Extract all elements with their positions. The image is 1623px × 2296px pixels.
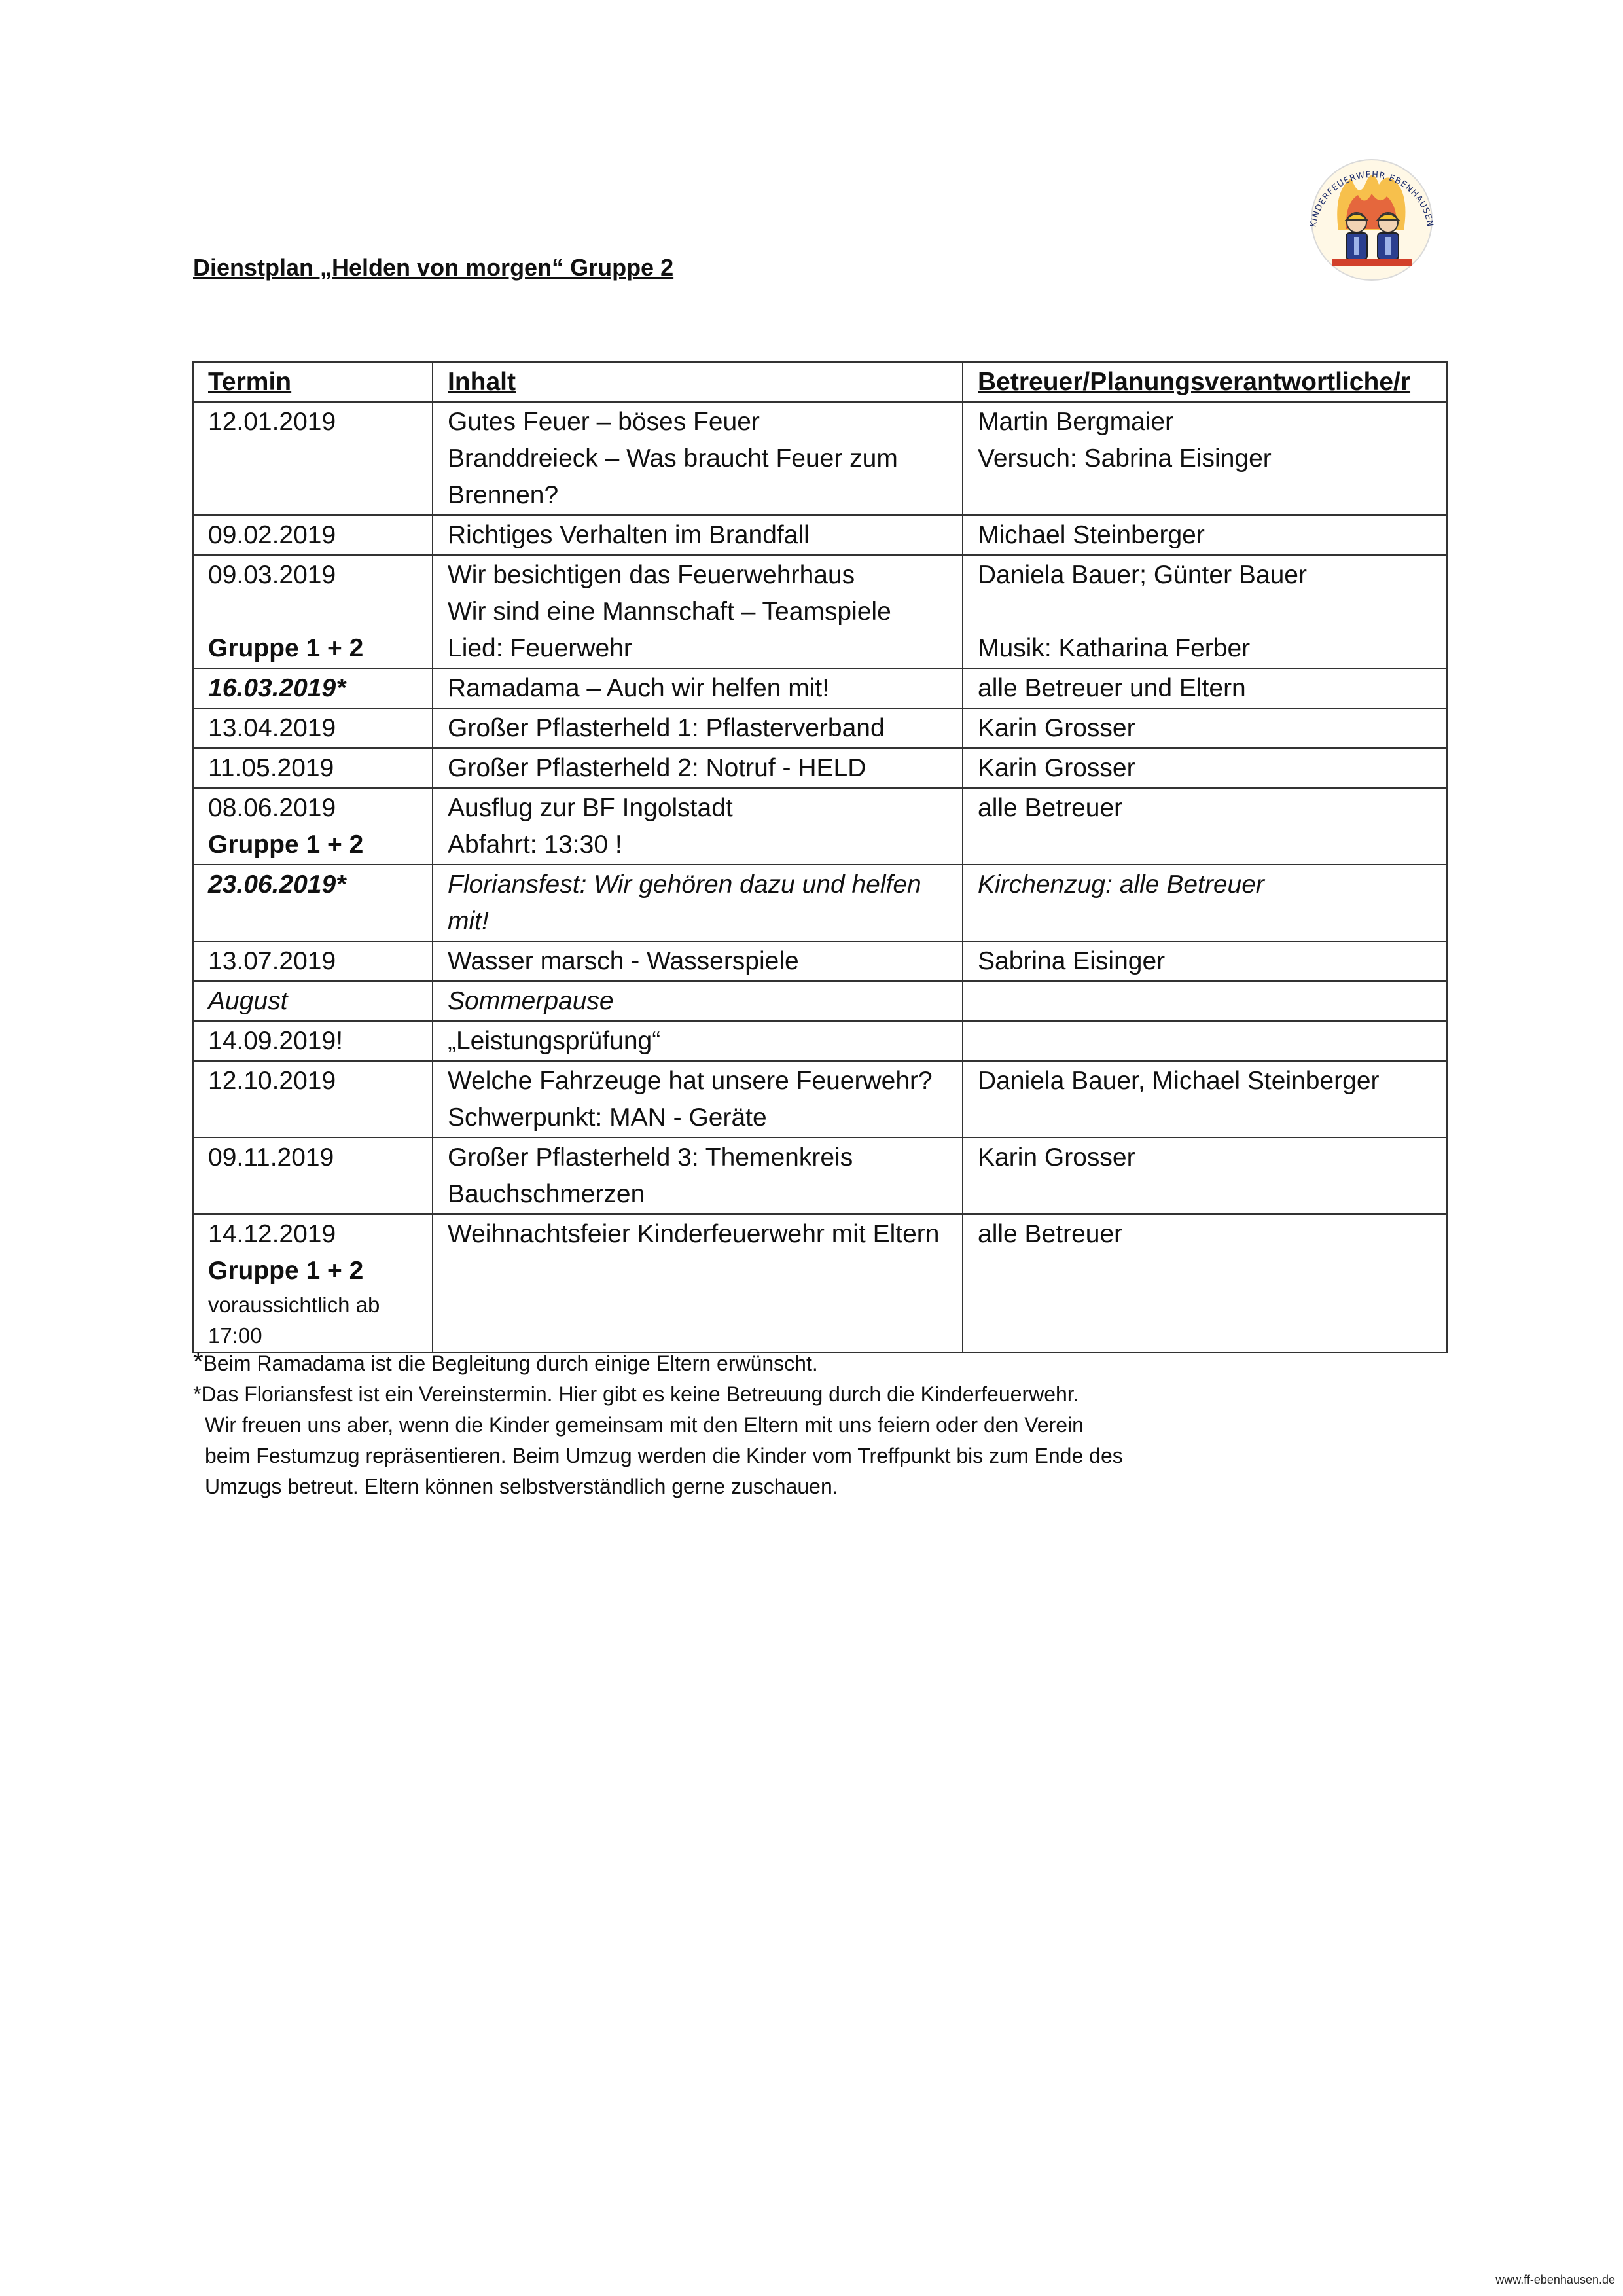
inhalt-line: Abfahrt: 13:30 ! (448, 831, 622, 859)
table-row (193, 1138, 1447, 1214)
betreuer-cell (963, 1021, 1447, 1061)
termin-cell (193, 668, 433, 708)
termin-cell (193, 515, 433, 555)
betreuer-line: Martin Bergmaier (978, 408, 1174, 436)
inhalt-line: Welche Fahrzeuge hat unsere Feuerwehr? Schwerpunkt: MAN - Geräte (448, 1067, 933, 1132)
termin-cell (193, 708, 433, 748)
footnote-floriansfest-line: *Das Floriansfest ist ein Vereinstermin. Hier gibt es keine Betreuung durch die Kinderfeuerwehr. (193, 1382, 1079, 1406)
table-row (193, 1021, 1447, 1061)
inhalt-line: Weihnachtsfeier Kinderfeuerwehr mit Eltern (448, 1220, 940, 1248)
inhalt-line: Ausflug zur BF Ingolstadt (448, 794, 733, 822)
inhalt-cell (433, 668, 963, 708)
betreuer-line: Michael Steinberger (978, 521, 1205, 549)
betreuer-line: alle Betreuer (978, 794, 1123, 822)
termin-cell (193, 402, 433, 515)
betreuer-line: Versuch: Sabrina Eisinger (978, 444, 1272, 473)
inhalt-line: Lied: Feuerwehr (448, 634, 632, 662)
footnote-floriansfest-line: Umzugs betreut. Eltern können selbstverständlich gerne zuschauen. (205, 1475, 838, 1498)
termin-date: 14.12.2019 (208, 1220, 336, 1248)
termin-group: Gruppe 1 + 2 (208, 1257, 364, 1285)
termin-cell (193, 788, 433, 865)
table-row (193, 708, 1447, 748)
table-row (193, 748, 1447, 788)
betreuer-cell (963, 708, 1447, 748)
termin-date: 13.07.2019 (208, 947, 336, 975)
termin-cell (193, 865, 433, 941)
inhalt-cell (433, 555, 963, 668)
betreuer-cell (963, 748, 1447, 788)
inhalt-cell (433, 708, 963, 748)
inhalt-line: Großer Pflasterheld 1: Pflasterverband (448, 714, 885, 742)
header-termin: Termin (193, 362, 433, 402)
betreuer-line: Karin Grosser (978, 1143, 1135, 1172)
footnote-floriansfest-line: Wir freuen uns aber, wenn die Kinder gemeinsam mit den Eltern mit uns feiern oder den Verein (205, 1413, 1084, 1437)
inhalt-cell (433, 402, 963, 515)
inhalt-line: Sommerpause (448, 987, 614, 1015)
termin-group: Gruppe 1 + 2 (208, 831, 364, 859)
betreuer-line: alle Betreuer und Eltern (978, 674, 1246, 702)
betreuer-line: Kirchenzug: alle Betreuer (978, 870, 1264, 899)
footnote-text: Beim Ramadama ist die Begleitung durch einige Eltern erwünscht. (203, 1352, 818, 1375)
footnote-floriansfest-line: beim Festumzug repräsentieren. Beim Umzug werden die Kinder vom Treffpunkt bis zum Ende des (205, 1444, 1123, 1467)
betreuer-cell (963, 1138, 1447, 1214)
footnotes (193, 1347, 1436, 1502)
table-row (193, 865, 1447, 941)
table-row (193, 1214, 1447, 1352)
termin-cell (193, 981, 433, 1021)
inhalt-cell (433, 788, 963, 865)
inhalt-line: Großer Pflasterheld 3: Themenkreis Bauchschmerzen (448, 1143, 853, 1208)
termin-cell (193, 1214, 433, 1352)
table-row (193, 668, 1447, 708)
termin-date: 12.10.2019 (208, 1067, 336, 1095)
termin-date: 23.06.2019* (208, 870, 346, 899)
betreuer-cell (963, 1061, 1447, 1138)
betreuer-line: alle Betreuer (978, 1220, 1123, 1248)
table-row (193, 981, 1447, 1021)
inhalt-line: Gutes Feuer – böses Feuer (448, 408, 760, 436)
betreuer-cell (963, 865, 1447, 941)
header-inhalt: Inhalt (433, 362, 963, 402)
inhalt-line: Floriansfest: Wir gehören dazu und helfen mit! (448, 870, 921, 935)
termin-cell (193, 748, 433, 788)
betreuer-line: Karin Grosser (978, 714, 1135, 742)
table-row (193, 788, 1447, 865)
inhalt-line: Branddreieck – Was braucht Feuer zum Brennen? (448, 444, 898, 509)
termin-date: 09.11.2019 (208, 1143, 334, 1172)
betreuer-cell (963, 555, 1447, 668)
inhalt-cell (433, 1138, 963, 1214)
inhalt-line: Wasser marsch - Wasserspiele (448, 947, 799, 975)
inhalt-cell (433, 1214, 963, 1352)
svg-text:KINDERFEUERWEHR EBENHAUSEN: KINDERFEUERWEHR EBENHAUSEN (1308, 170, 1435, 228)
termin-cell (193, 555, 433, 668)
inhalt-line: Ramadama – Auch wir helfen mit! (448, 674, 830, 702)
table-header-row (193, 362, 1447, 402)
inhalt-line: „Leistungsprüfung“ (448, 1027, 661, 1055)
schedule-table (192, 361, 1448, 1353)
inhalt-cell (433, 865, 963, 941)
betreuer-line: Daniela Bauer; Günter Bauer (978, 561, 1307, 589)
betreuer-cell (963, 981, 1447, 1021)
table-row (193, 555, 1447, 668)
betreuer-cell (963, 515, 1447, 555)
termin-date: 14.09.2019! (208, 1027, 344, 1055)
termin-date: 08.06.2019 (208, 794, 336, 822)
betreuer-line: Daniela Bauer, Michael Steinberger (978, 1067, 1380, 1095)
termin-cell (193, 1138, 433, 1214)
termin-date: 09.03.2019 (208, 561, 336, 589)
footnote-ramadama (193, 1347, 1436, 1379)
betreuer-cell (963, 941, 1447, 981)
termin-cell (193, 1061, 433, 1138)
betreuer-cell (963, 668, 1447, 708)
inhalt-cell (433, 941, 963, 981)
inhalt-cell (433, 1021, 963, 1061)
termin-date: 13.04.2019 (208, 714, 336, 742)
kinderfeuerwehr-logo (1299, 152, 1444, 281)
document-title: Dienstplan „Helden von morgen“ Gruppe 2 (193, 254, 674, 281)
inhalt-cell (433, 981, 963, 1021)
betreuer-cell (963, 1214, 1447, 1352)
header-betreuer: Betreuer/Planungsverantwortliche/r (963, 362, 1447, 402)
inhalt-line: Großer Pflasterheld 2: Notruf - HELD (448, 754, 866, 782)
termin-cell (193, 941, 433, 981)
inhalt-cell (433, 1061, 963, 1138)
footnote-star: * (193, 1348, 204, 1376)
betreuer-cell (963, 788, 1447, 865)
termin-time-note: voraussichtlich ab 17:00 (208, 1293, 380, 1348)
table-row (193, 1061, 1447, 1138)
termin-date: 11.05.2019 (208, 754, 334, 782)
termin-date: 09.02.2019 (208, 521, 336, 549)
termin-cell (193, 1021, 433, 1061)
inhalt-line: Wir besichtigen das Feuerwehrhaus (448, 561, 855, 589)
inhalt-cell (433, 748, 963, 788)
betreuer-cell (963, 402, 1447, 515)
termin-date: 16.03.2019* (208, 674, 346, 702)
inhalt-line: Richtiges Verhalten im Brandfall (448, 521, 810, 549)
termin-date: 12.01.2019 (208, 408, 336, 436)
betreuer-line: Sabrina Eisinger (978, 947, 1166, 975)
table-row (193, 941, 1447, 981)
table-row (193, 515, 1447, 555)
termin-date: August (208, 987, 288, 1015)
table-row (193, 402, 1447, 515)
website-footer: www.ff-ebenhausen.de (1495, 2273, 1615, 2286)
inhalt-cell (433, 515, 963, 555)
betreuer-line: Musik: Katharina Ferber (978, 634, 1251, 662)
inhalt-line: Wir sind eine Mannschaft – Teamspiele (448, 598, 891, 626)
termin-group: Gruppe 1 + 2 (208, 634, 364, 662)
betreuer-line: Karin Grosser (978, 754, 1135, 782)
